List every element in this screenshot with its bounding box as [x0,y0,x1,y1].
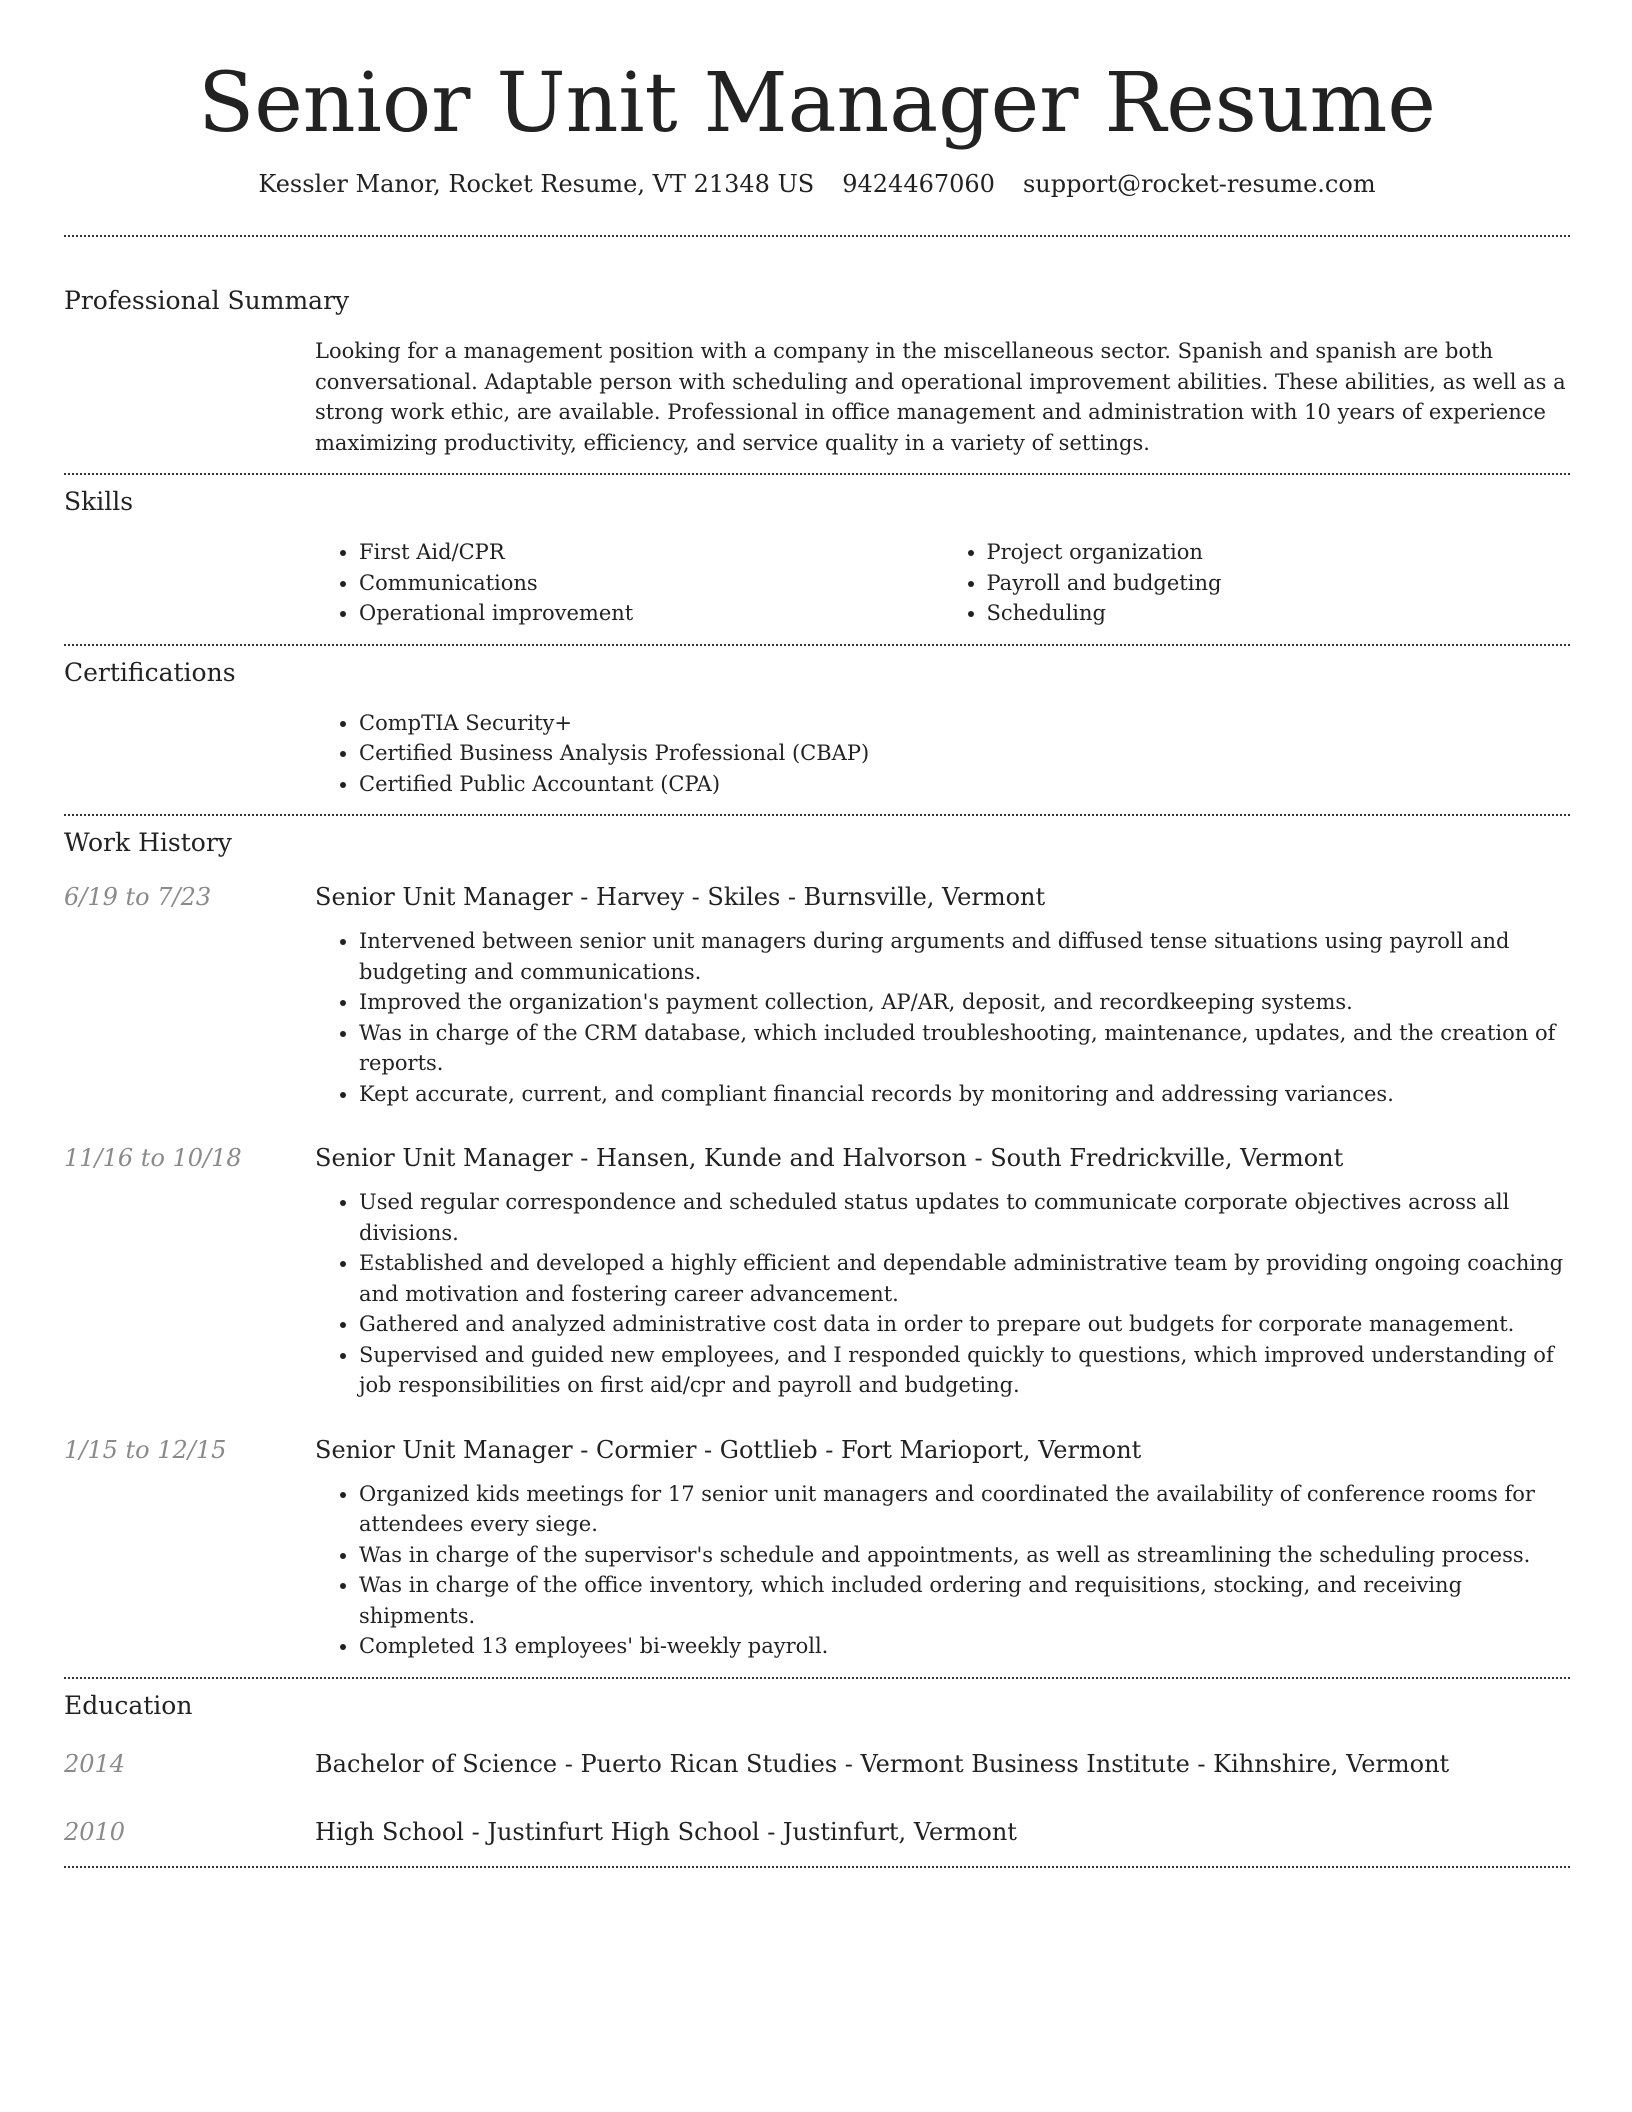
certification-item: • Certified Business Analysis Professional (CBAP) [359,738,1570,769]
work-history-heading: Work History [64,828,232,857]
job-entry [64,1141,1570,1401]
skills-heading: Skills [64,487,134,516]
contact-phone: 9424467060 [842,170,995,198]
certification-item: • CompTIA Security+ [359,708,1570,739]
job-bullet: • Supervised and guided new employees, and I responded quickly to questions, which improved understanding of job responsibilities on first aid/cpr and payroll and budgeting. [359,1340,1570,1401]
skills-section [64,475,1570,629]
education-text: High School - Justinfurt High School - Justinfurt, Vermont [315,1817,1017,1846]
job-bullet: • Improved the organization's payment collection, AP/AR, deposit, and recordkeeping systems. [359,987,1570,1018]
skills-list-right [943,537,1571,629]
contact-address: Kessler Manor, Rocket Resume, VT 21348 US [258,170,815,198]
job-dates: 6/19 to 7/23 [64,883,212,911]
job-bullet: • Intervened between senior unit managers during arguments and diffused tense situations using payroll and budgeting and communications. [359,926,1570,987]
job-dates: 11/16 to 10/18 [64,1144,242,1172]
education-entry [64,1815,1570,1849]
certifications-heading: Certifications [64,657,236,687]
page-title: Senior Unit Manager Resume [198,56,1436,151]
education-heading: Education [64,1690,193,1720]
skill-item: • Operational improvement [359,598,943,629]
work-history-section [64,816,1570,1662]
job-bullet: • Gathered and analyzed administrative cost data in order to prepare out budgets for corporate management. [359,1309,1570,1340]
contact-info [64,168,1570,200]
job-title: Senior Unit Manager - Harvey - Skiles - Burnsville, Vermont [315,883,1046,911]
job-entry [64,1433,1570,1662]
job-entry [64,880,1570,1109]
skill-item: • Project organization [987,537,1571,568]
divider [64,1866,1570,1868]
skill-item: • Communications [359,568,943,599]
education-text: Bachelor of Science - Puerto Rican Studies - Vermont Business Institute - Kihnshire, Vermont [315,1749,1450,1778]
job-bullets [315,1479,1570,1662]
education-year: 2010 [64,1817,126,1846]
job-bullets [315,926,1570,1109]
resume-page [64,0,1570,1868]
education-section [64,1679,1570,1849]
job-bullet: • Organized kids meetings for 17 senior unit managers and coordinated the availability of conference rooms for attendees every siege. [359,1479,1570,1540]
summary-text: Looking for a management position with a company in the miscellaneous sector. Spanish and spanish are both conversational. Adaptable person with scheduling and operational improvement abilities. These abilities, as well as a strong work ethic, are available. Professional in office management and administration with 10 years of experience maximizing productivity, efficiency, and service quality in a variety of settings. [315,339,1566,455]
job-dates: 1/15 to 12/15 [64,1435,227,1464]
skill-item: • Scheduling [987,598,1571,629]
education-entry [64,1747,1570,1781]
job-bullet: • Kept accurate, current, and compliant financial records by monitoring and addressing variances. [359,1079,1570,1110]
certifications-section [64,646,1570,800]
skills-list-left [315,537,943,629]
job-bullets [315,1187,1570,1401]
certification-item: • Certified Public Accountant (CPA) [359,769,1570,800]
certifications-list [315,708,1570,800]
job-bullet: • Completed 13 employees' bi-weekly payroll. [359,1631,1570,1662]
job-bullet: • Was in charge of the supervisor's schedule and appointments, as well as streamlining the scheduling process. [359,1540,1570,1571]
job-bullet: • Was in charge of the CRM database, which included troubleshooting, maintenance, updates, and the creation of reports. [359,1018,1570,1079]
job-bullet: • Was in charge of the office inventory, which included ordering and requisitions, stocking, and receiving shipments. [359,1570,1570,1631]
job-bullet: • Used regular correspondence and scheduled status updates to communicate corporate objectives across all divisions. [359,1187,1570,1248]
skill-item: • First Aid/CPR [359,537,943,568]
education-year: 2014 [64,1749,126,1778]
job-title: Senior Unit Manager - Hansen, Kunde and Halvorson - South Fredrickville, Vermont [315,1144,1344,1172]
job-bullet: • Established and developed a highly efficient and dependable administrative team by providing ongoing coaching and motivation and fostering career advancement. [359,1248,1570,1309]
contact-email: support@rocket-resume.com [1022,170,1376,198]
job-title: Senior Unit Manager - Cormier - Gottlieb - Fort Marioport, Vermont [315,1435,1142,1464]
summary-heading: Professional Summary [64,286,350,315]
summary-section [64,237,1570,458]
skill-item: • Payroll and budgeting [987,568,1571,599]
